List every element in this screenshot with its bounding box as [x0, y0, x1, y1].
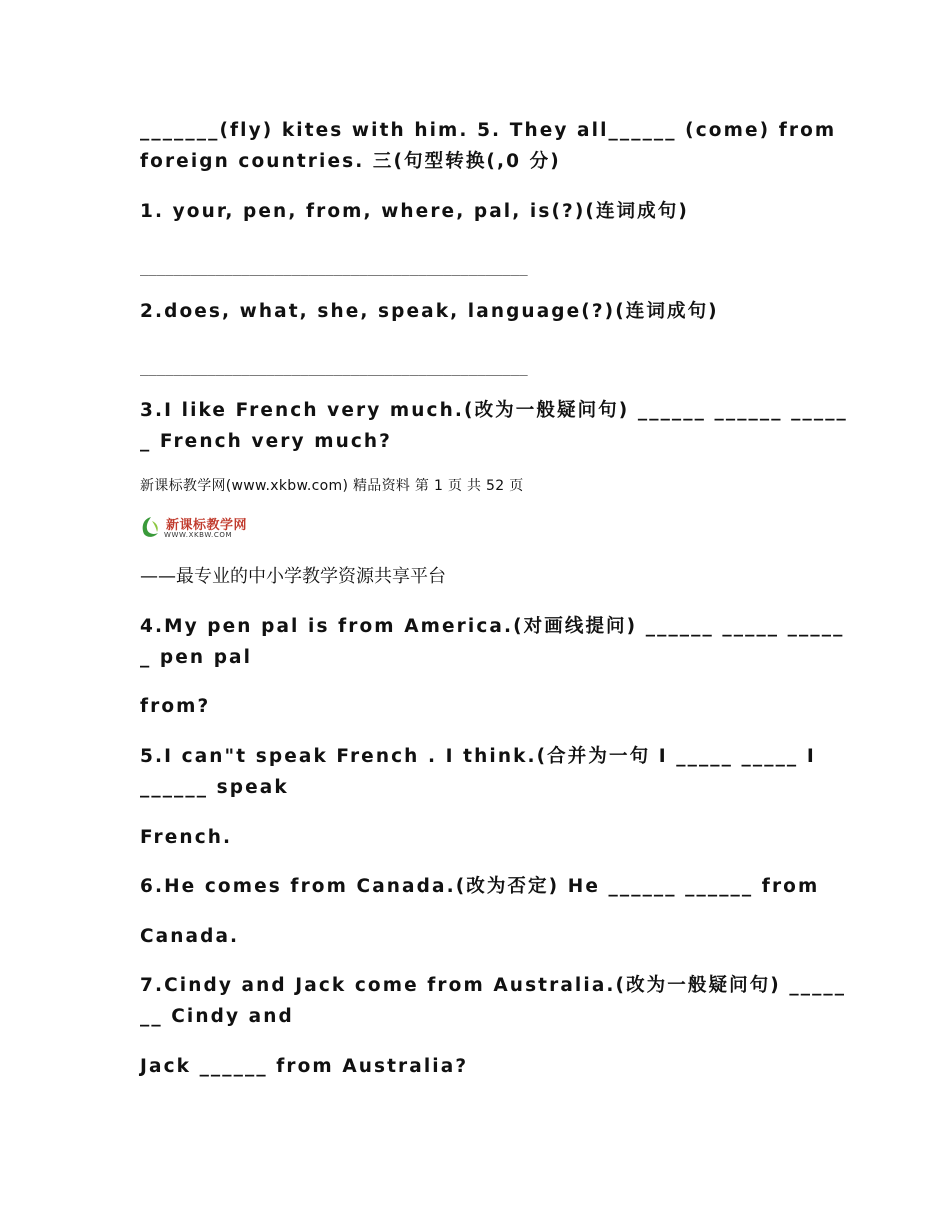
question-4-end: from?	[140, 696, 211, 717]
question-4-continued: _ pen pal	[140, 647, 253, 668]
answer-blank-2: ______________________________________________	[140, 360, 528, 376]
site-slogan: ——最专业的中小学教学资源共享平台	[140, 566, 446, 587]
question-7: 7.Cindy and Jack come from Australia.(改为一般疑问句) _____	[140, 975, 847, 996]
question-2: 2.does, what, she, speak, language(?)(连词成句)	[140, 301, 719, 322]
text-line: foreign countries. 三(句型转换(,0 分)	[140, 151, 561, 172]
question-5-end: French.	[140, 827, 233, 848]
question-5-continued: ______ speak	[140, 777, 289, 798]
text-line: _______(fly) kites with him. 5. They all______ (come) from	[140, 120, 837, 141]
question-7-end: Jack ______ from Australia?	[140, 1056, 469, 1077]
question-6: 6.He comes from Canada.(改为否定) He ______ ______ from	[140, 876, 820, 897]
logo-url-text: WWW.XKBW.COM	[164, 531, 233, 539]
leaf-logo-icon	[140, 515, 162, 539]
question-5: 5.I can"t speak French . I think.(合并为一句 I _____ _____ I	[140, 746, 816, 767]
question-4: 4.My pen pal is from America.(对画线提问) ______ _____ _____	[140, 616, 845, 637]
answer-blank-1: ______________________________________________	[140, 260, 528, 276]
site-logo	[140, 513, 252, 543]
question-3-continued: _ French very much?	[140, 431, 393, 452]
question-1: 1. your, pen, from, where, pal, is(?)(连词成句)	[140, 201, 689, 222]
question-7-continued: __ Cindy and	[140, 1006, 294, 1027]
question-6-end: Canada.	[140, 926, 240, 947]
question-3: 3.I like French very much.(改为一般疑问句) ______ ______ _____	[140, 400, 848, 421]
logo-chinese-text: 新课标教学网	[166, 518, 248, 533]
page-footer: 新课标教学网(www.xkbw.com) 精品资料 第 1 页 共 52 页	[140, 478, 524, 494]
